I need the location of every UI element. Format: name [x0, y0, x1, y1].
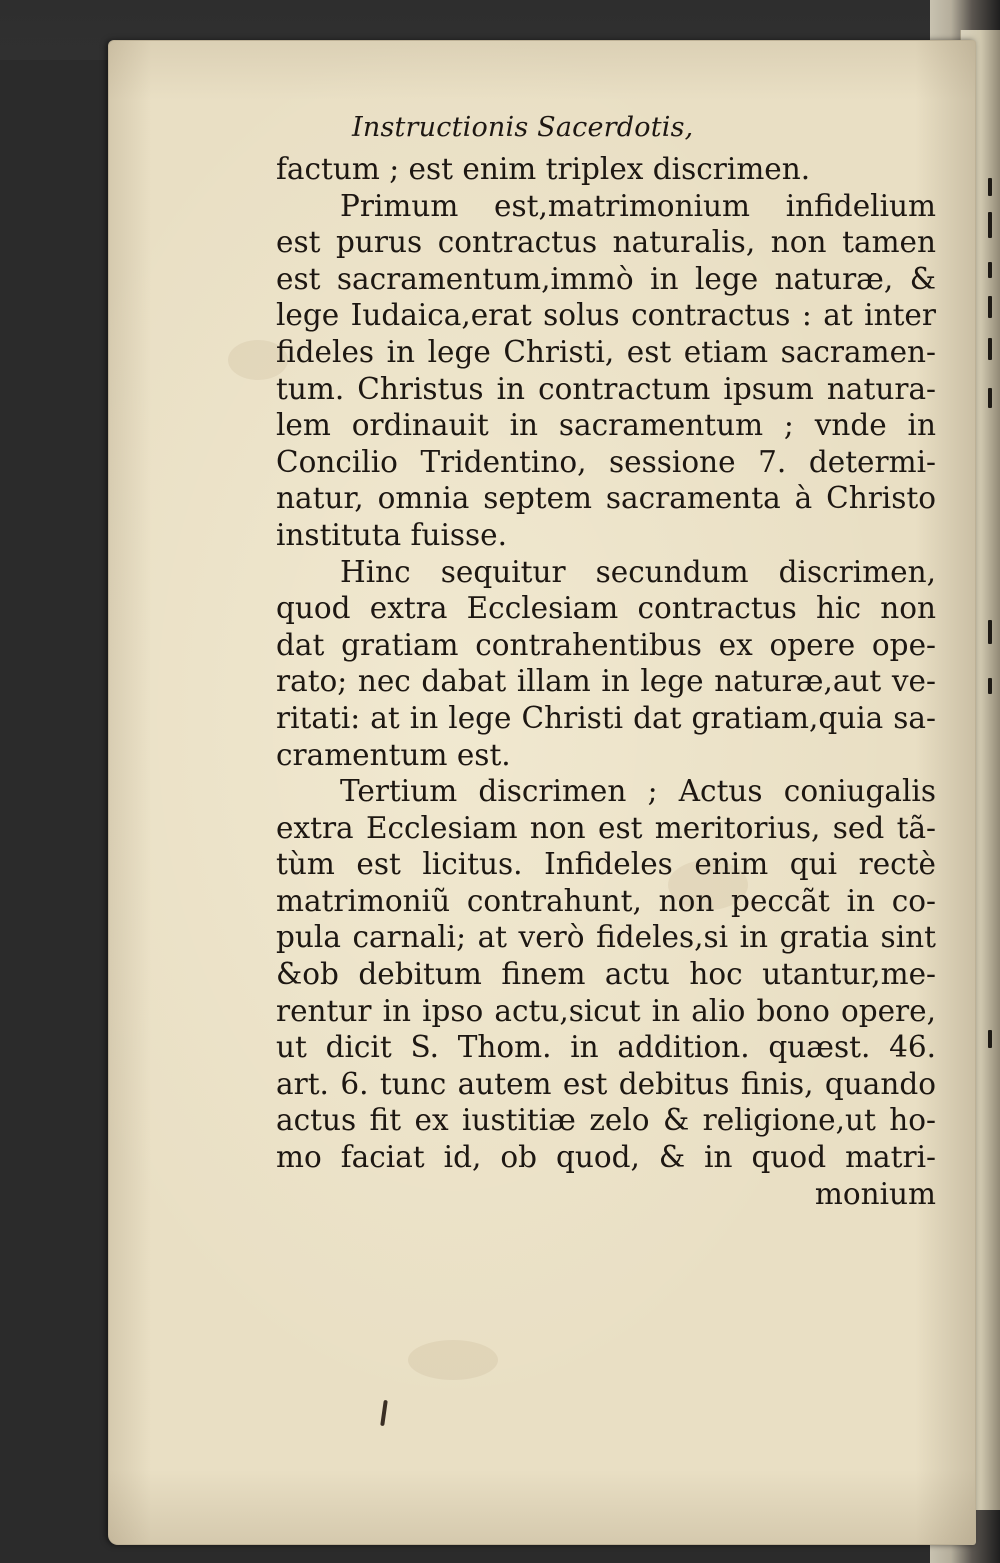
text-line: art. 6. tunc autem est debitus finis, quando — [276, 1066, 936, 1101]
text-line: &ob debitum finem actu hoc utantur,me- — [276, 957, 936, 992]
text-line: quod extra Ecclesiam contractus hic non — [276, 591, 936, 626]
text-line: ut dicit S. Thom. in addition. quæst. 46. — [276, 1030, 936, 1065]
text-line: rentur in ipso actu,sicut in alio bono opere, — [276, 993, 936, 1028]
page-body-text — [276, 151, 936, 1212]
text-line: Concilio Tridentino, sessione 7. determi- — [276, 444, 936, 479]
text-line: est purus contractus naturalis, non tamen — [276, 225, 936, 260]
text-line: tùm est licitus. Infideles enim qui rectè — [276, 847, 936, 882]
text-line: Hinc sequitur secundum discrimen, — [340, 554, 936, 589]
text-line: Tertium discrimen ; Actus coniugalis — [340, 774, 936, 809]
text-line: Primum est,matrimonium infidelium — [340, 188, 936, 223]
text-line: natur, omnia septem sacramenta à Christo — [276, 481, 936, 516]
paper-stain — [408, 1340, 498, 1380]
text-line: ritati: at in lege Christi dat gratiam,quia sa- — [276, 700, 936, 735]
text-line: rato; nec dabat illam in lege naturæ,aut ve- — [276, 664, 936, 699]
text-line: instituta fuisse. — [276, 517, 508, 552]
text-line: cramentum est. — [276, 737, 511, 772]
text-line: pula carnali; at verò fideles,si in gratia sint — [276, 920, 936, 955]
text-line: est sacramentum,immò in lege naturæ, & — [276, 261, 936, 296]
text-line: mo faciat id, ob quod, & in quod matri- — [276, 1140, 936, 1175]
text-line: factum ; est enim triplex discrimen. — [276, 152, 811, 186]
text-line: lem ordinauit in sacramentum ; vnde in — [276, 408, 936, 443]
text-line: tum. Christus in contractum ipsum natura- — [276, 371, 936, 406]
text-line: monium — [814, 1176, 936, 1211]
text-line: fideles in lege Christi, est etiam sacramen- — [276, 334, 936, 369]
text-line: actus fit ex iustitiæ zelo & religione,ut ho- — [276, 1103, 936, 1138]
text-line: extra Ecclesiam non est meritorius, sed tã- — [276, 810, 936, 845]
running-head: Instructionis Sacerdotis, — [352, 112, 694, 143]
text-line: matrimoniũ contrahunt, non peccãt in co- — [276, 883, 936, 918]
text-line: lege Iudaica,erat solus contractus : at inter — [276, 298, 936, 333]
text-line: dat gratiam contrahentibus ex opere ope- — [276, 627, 936, 662]
